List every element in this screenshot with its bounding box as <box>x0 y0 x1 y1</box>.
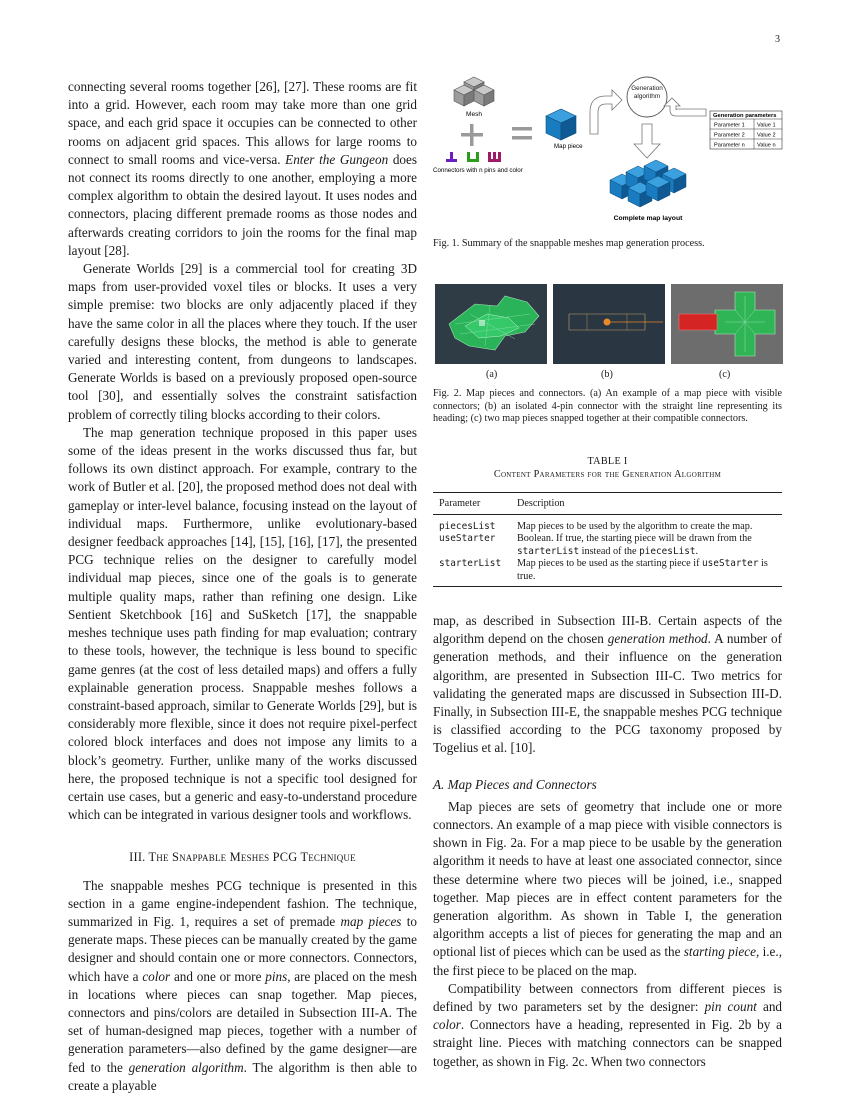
param-name: Parameter 1 <box>714 122 745 129</box>
table-header-description: Description <box>511 493 782 515</box>
connector-icon <box>467 152 479 162</box>
figure-2a-image <box>435 284 547 364</box>
table-1 <box>433 492 782 587</box>
param-value: Value 1 <box>757 122 776 129</box>
connector-icon <box>446 152 457 162</box>
figure-2c-label: (c) <box>719 369 731 380</box>
figure-2b-image <box>553 284 665 364</box>
table-1-title <box>433 456 782 481</box>
mesh-label: Mesh <box>466 111 482 118</box>
params-header: Generation parameters <box>713 113 777 119</box>
figure-2b-label: (b) <box>601 369 613 380</box>
map-piece-icon <box>546 109 576 140</box>
paragraph: map, as described in Subsection III-B. Certain aspects of the algorithm depend on the chosen generation method. A number of generation methods, and their influence on the generation algorithm, are presented in Subsection III-C. Two metrics for validating the generated maps are discussed in Subsection III-D. Finally, in Subsection III-E, the snappable meshes PCG technique is classified according to the PCG taxonomy proposed by Togelius et al. [10]. <box>433 613 782 756</box>
page-number: 3 <box>775 34 780 45</box>
complete-map-layout-icon <box>610 160 686 207</box>
connectors-label: Connectors with n pins and color <box>433 167 523 174</box>
figure-2-caption: Fig. 2. Map pieces and connectors. (a) An example of a map piece with visible connectors; (b) an isolated 4-pin connector with the straight line representing its heading; (c) two map pieces snapped together at their compatible connectors. <box>433 388 782 425</box>
connector-icon <box>488 152 501 162</box>
equals-icon <box>512 136 532 140</box>
paragraph: connecting several rooms together [26], [27]. These rooms are fit into a grid. However, each room may take more than one grid space, and each grid space it occupies can be connected to other rooms on adjacent grid spaces. This allows for large rooms to connect to small rooms and vice-versa. Enter the Gungeon does not connect its rooms directly to one another, employing a more complex algorithm to obtain the desired layout. It uses nodes and connectors, placing different premade rooms as those nodes and afterwards creating corridors to join the rooms for the final map layout [28]. <box>68 79 417 258</box>
paragraph: Map pieces are sets of geometry that include one or more connectors. An example of a map piece with visible connectors is shown in Fig. 2a. For a map piece to be usable by the generation algorithm it needs to have at least one associated connector, since these determine where two pieces will be joined, i.e., snapped together. Map pieces are in effect content parameters for the generation algorithm. As shown in Table I, the generation algorithm accepts a list of pieces for generating the map and an optional list of pieces which can be used as the starting piece, i.e., the first piece to be placed on the map. <box>433 798 782 978</box>
paragraph: The snappable meshes PCG technique is presented in this section in a game engine-independent fashion. The technique, summarized in Fig. 1, requires a set of premade map pieces to generate maps. These pieces can be manually created by the game designer and should contain one or more connectors. Connectors, which have a color and one or more pins, are placed on the mesh in locations where pieces can snap together. Map pieces, connectors and pins/colors are detailed in Subsection III-A. The set of human-designed map pieces, together with a number of generation parameters—also defined by the game designer—are fed to the generation algorithm. The algorithm is then able to create a playable <box>68 877 418 1093</box>
table-label: TABLE I <box>587 456 628 467</box>
arrow-up-right-icon <box>590 90 622 134</box>
mesh-icon <box>454 77 494 106</box>
figure-2c-image <box>671 284 783 364</box>
left-column <box>68 78 417 1095</box>
figure-1-diagram <box>430 72 785 230</box>
arrow-down-icon <box>634 124 660 158</box>
section-heading: III. The Snappable Meshes PCG Technique <box>129 850 356 865</box>
equals-icon <box>512 127 532 131</box>
figure-2-images <box>435 284 783 364</box>
complete-map-label: Complete map layout <box>613 215 683 222</box>
subsection-heading: A. Map Pieces and Connectors <box>433 776 597 792</box>
param-value: Value n <box>757 142 776 149</box>
map-piece-label: Map piece <box>554 143 583 150</box>
param-name: Parameter n <box>714 142 745 149</box>
table-caption: Content Parameters for the Generation Algorithm <box>493 468 722 480</box>
table-row: useStarter Boolean. If true, the starting piece will be drawn from the starterList instead of the piecesList. <box>439 533 752 557</box>
table-header-parameter: Parameter <box>433 493 511 515</box>
figure-2a-label: (a) <box>486 369 498 380</box>
param-name: Parameter 2 <box>714 132 745 139</box>
table-row: piecesList Map pieces to be used by the algorithm to create the map. <box>439 521 753 532</box>
generation-parameters-table <box>710 111 782 149</box>
param-value: Value 2 <box>757 132 776 139</box>
figure-1-caption: Fig. 1. Summary of the snappable meshes map generation process. <box>433 238 705 249</box>
paragraph: Generate Worlds [29] is a commercial tool for creating 3D maps from user-provided voxel tiles or blocks. It uses a very simple premise: two blocks are only adjacently placed if they have the same color in all the places where they touch. If the user carefully designs these blocks, the method is able to generate varied and interesting content, from dungeons to landscapes. Generate Worlds is based on a previously proposed open-source tool [30], and essentially solves the constraint satisfaction problem of correctly tiling blocks according to their colors. <box>68 261 417 422</box>
arrow-left-icon <box>664 98 706 116</box>
right-column <box>433 612 782 1071</box>
generation-algorithm-label: Generation algorithm <box>631 85 663 100</box>
plus-icon <box>461 133 483 137</box>
paragraph: The map generation technique proposed in this paper uses some of the ideas present in the works discussed thus far, but follows its own distinct approach. For example, contrary to the work of Butler et al. [20], the proposed method does not deal with gameplay or inter-level balance, focusing instead on the layout of individual maps. Furthermore, unlike evolutionary-based designer feedback approaches [14], [15], [16], [17], the presented PCG technique relies on the designer to carefully model individual map pieces, since one of the goals is to generate multiple quality maps, rather than refining one design. Like Sentient Sketchbook [16] and SuSketch [17], the snappable meshes technique uses path finding for map evaluation; contrary to these tools, however, the technique is less bound to specific game genres (at the cost of less detailed maps) and offers a fully explainable generation process. Snappable meshes follows a constraint-based approach, similar to Generate Worlds [29], but is considerably more flexible, since it does not require pixel-perfect colored block interfaces and does not impose any limits to a block’s geometry. Further, unlike many of the works discussed here, the proposed technique is not a specific tool designed for certain use cases, but a generic and easy-to-understand procedure which can be integrated in various designer tools and workflows. <box>68 424 417 823</box>
paragraph: Compatibility between connectors from different pieces is defined by two parameters set by the designer: pin count and color. Connectors have a heading, represented in Fig. 2b by a straight line. Pieces with matching connectors can be snapped together, as shown in Fig. 2c. When two connectors <box>433 980 783 1069</box>
table-row: starterList Map pieces to be used as the starting piece if useStarter is true. <box>433 558 782 586</box>
